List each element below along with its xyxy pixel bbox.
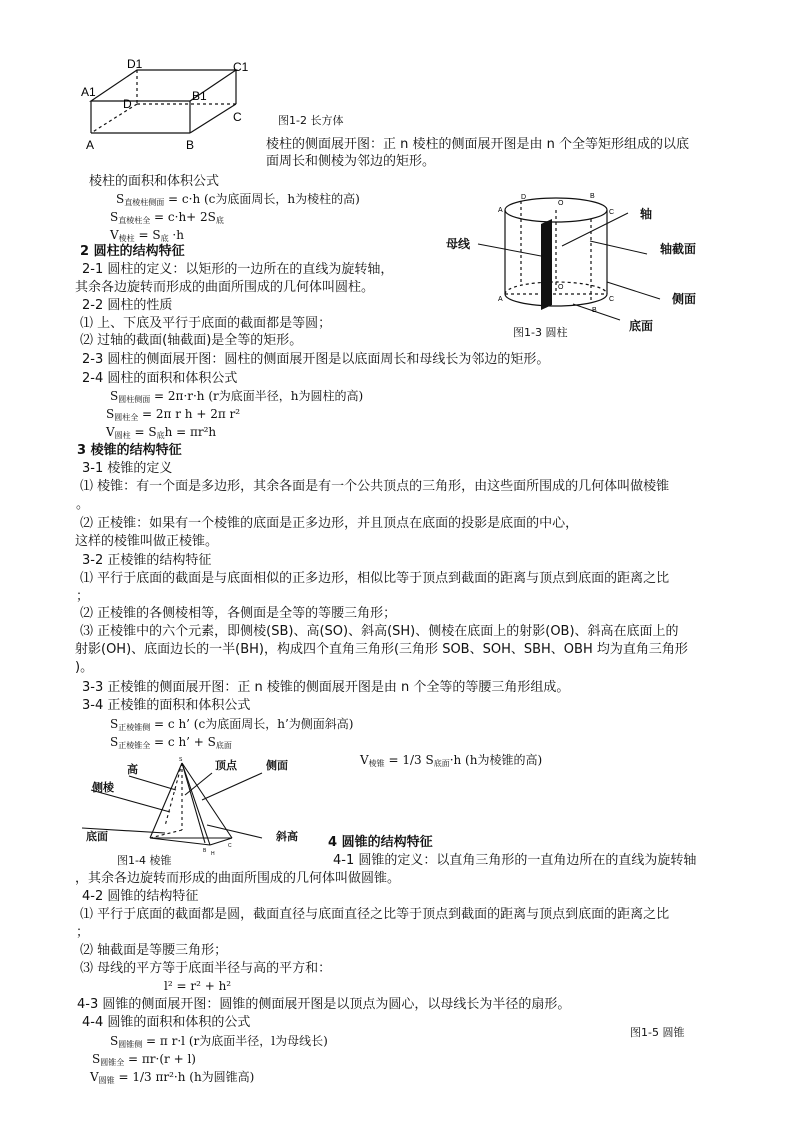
pyramid-def-2b: 这样的棱锥叫做正棱锥。 — [75, 534, 219, 549]
cone-feat-2: ⑵ 轴截面是等腰三角形； — [80, 943, 228, 958]
pyramid-def-2: ⑵ 正棱锥：如果有一个棱锥的底面是正多边形，并且顶点在底面的投影是底面的中心， — [80, 516, 579, 531]
pyramid-label-lateral: 侧面 — [266, 759, 288, 772]
cylinder-heading: 2 圆柱的结构特征 — [80, 244, 185, 259]
cylinder-prop-2: ⑵ 过轴的截面(轴截面)是全等的矩形。 — [80, 333, 303, 348]
pyramid-feat-3c: )。 — [75, 660, 94, 675]
pyramid-pt-b: B — [203, 848, 207, 854]
pyramid-label-lateral-edge: 侧棱 — [92, 781, 114, 794]
cuboid-label-d1: D1 — [127, 57, 143, 71]
prism-formula-title: 棱柱的面积和体积公式 — [89, 174, 220, 189]
cone-def-line2: ，其余各边旋转而形成的曲面所围成的几何体叫做圆锥。 — [75, 871, 401, 886]
cylinder-def-line2: 其余各边旋转而形成的曲面所围成的几何体叫圆柱。 — [75, 280, 375, 295]
cone-feat-1b: ； — [76, 925, 90, 940]
pyramid-unfold: 3-3 正棱锥的侧面展开图：正 n 棱锥的侧面展开图是由 n 个全等的等腰三角形组成。 — [82, 680, 570, 695]
cone-def-line1: 4-1 圆锥的定义：以直角三角形的一直角边所在的直线为旋转轴 — [333, 853, 697, 868]
cylinder-pt-d: D — [521, 194, 527, 201]
pyramid-label-height: 高 — [127, 763, 138, 776]
cone-feat-3: ⑶ 母线的平方等于底面半径与高的平方和： — [80, 961, 332, 976]
cylinder-formula-volume: $V_{圆柱} = S_底h = \pi r^2h$ — [106, 425, 217, 440]
figure-caption-1-5: 图1-5 圆锥 — [630, 1026, 685, 1039]
cylinder-pt-o1: O — [558, 200, 564, 207]
cylinder-label-lateral: 侧面 — [672, 292, 697, 306]
cone-formula-title: 4-4 圆锥的面积和体积的公式 — [82, 1015, 251, 1030]
cone-unfold: 4-3 圆锥的侧面展开图：圆锥的侧面展开图是以顶点为圆心，以母线长为半径的扇形。 — [77, 997, 571, 1012]
prism-unfold-line1: 棱柱的侧面展开图：正 n 棱柱的侧面展开图是由 n 个全等矩形组成的以底 — [266, 137, 690, 152]
pyramid-feat-2: ⑵ 正棱锥的各侧棱相等，各侧面是全等的等腰三角形； — [80, 606, 397, 621]
cone-formula-lateral: $S_{圆锥侧} = \pi$ r·l (r为底面半径，l为母线长) — [110, 1034, 328, 1049]
prism-formula-volume: $V_{棱柱} = S_底 \cdot h$ — [110, 228, 184, 243]
cone-formula-total: $S_{圆锥全} = \pi r\cdot(r + l)$ — [92, 1052, 196, 1067]
pyramid-formula-lateral: $S_{正棱锥侧} = c$ h’ (c为底面周长，h’为侧面斜高) — [110, 717, 354, 732]
pyramid-formula-volume: $V_{棱锥} = 1/3$ $S_{底面}\cdot h$ (h为棱锥的高) — [360, 753, 543, 768]
cylinder-formula-total: $S_{圆柱全} = 2\pi$ r h + 2π r² — [106, 407, 241, 422]
cylinder-pt-b: B — [592, 307, 597, 314]
cuboid-label-b1: B1 — [192, 89, 207, 103]
pyramid-pt-s: S — [179, 757, 183, 763]
cylinder-pt-o: O — [558, 284, 564, 291]
pyramid-label-apex: 顶点 — [215, 759, 237, 772]
pyramid-heading: 3 棱锥的结构特征 — [77, 443, 182, 458]
cylinder-prop-title: 2-2 圆柱的性质 — [82, 298, 173, 313]
prism-formula-lateral: $S_{直棱柱侧面} = c\cdot h$ (c为底面周长，h为棱柱的高) — [116, 192, 360, 207]
pyramid-feat-1: ⑴ 平行于底面的截面是与底面相似的正多边形，相似比等于顶点到截面的距离与顶点到底面的距离之比 — [80, 571, 670, 586]
figure-caption-1-2: 图1-2 长方体 — [278, 114, 344, 127]
cylinder-pt-a: A — [498, 296, 503, 303]
cylinder-formula-lateral: $S_{圆柱侧面} = 2\pi\cdot r\cdot h$ (r为底面半径，h为圆柱的高) — [110, 389, 364, 404]
pyramid-def-1b: 。 — [76, 497, 90, 512]
cylinder-def-line1: 2-1 圆柱的定义：以矩形的一边所在的直线为旋转轴， — [82, 262, 394, 277]
cone-feat-3-formula: l² = r² + h² — [164, 979, 232, 993]
cylinder-unfold: 2-3 圆柱的侧面展开图：圆柱的侧面展开图是以底面周长和母线长为邻边的矩形。 — [82, 352, 550, 367]
pyramid-pt-h: H — [211, 851, 215, 857]
cylinder-formula-title: 2-4 圆柱的面积和体积公式 — [82, 371, 238, 386]
cuboid-label-b: B — [186, 138, 195, 152]
pyramid-feat-title: 3-2 正棱锥的结构特征 — [82, 553, 212, 568]
cone-formula-volume: $V_{圆锥} = 1/3$ πr²·h (h为圆锥高) — [90, 1070, 255, 1085]
pyramid-def-title: 3-1 棱锥的定义 — [82, 461, 173, 476]
cylinder-label-axial-section: 轴截面 — [660, 242, 697, 256]
prism-unfold-line2: 面周长和侧棱为邻边的矩形。 — [266, 154, 436, 169]
prism-formula-total: $S_{直棱柱全} = c\cdot h+ 2S_底$ — [110, 210, 224, 225]
cuboid-label-c: C — [233, 110, 242, 124]
cuboid-label-a1: A1 — [81, 85, 96, 99]
figure-caption-1-3: 图1-3 圆柱 — [513, 326, 568, 339]
cuboid-label-c1: C1 — [233, 60, 249, 74]
cylinder-pt-a1: A — [498, 207, 503, 214]
cylinder-pt-c1: C — [609, 209, 615, 216]
cone-feat-title: 4-2 圆锥的结构特征 — [82, 889, 199, 904]
pyramid-formula-title: 3-4 正棱锥的面积和体积公式 — [82, 698, 251, 713]
pyramid-label-base: 底面 — [86, 830, 108, 843]
figure-caption-1-4: 图1-4 棱锥 — [117, 854, 172, 867]
cuboid-label-a: A — [86, 138, 95, 152]
pyramid-formula-total: $S_{正棱锥全} = c$ h’ + $S_{底面}$ — [110, 735, 232, 750]
cuboid-label-d: D — [123, 97, 132, 111]
cone-heading: 4 圆锥的结构特征 — [328, 835, 433, 850]
cylinder-pt-b1: B — [590, 193, 595, 200]
pyramid-pt-c: C — [228, 843, 232, 849]
pyramid-feat-3a: ⑶ 正棱锥中的六个元素，即侧棱(SB)、高(SO)、斜高(SH)、侧棱在底面上的射影(OB)、斜高在底面上的 — [80, 624, 679, 639]
cylinder-pt-c: C — [609, 296, 615, 303]
pyramid-def-1: ⑴ 棱锥：有一个面是多边形，其余各面是有一个公共顶点的三角形，由这些面所围成的几何体叫做棱锥 — [80, 479, 670, 494]
pyramid-feat-3b: 射影(OH)、底面边长的一半(BH)，构成四个直角三角形(三角形 SOB、SOH、SBH、OBH 均为直角三角形 — [75, 642, 688, 657]
pyramid-label-slant: 斜高 — [276, 830, 298, 843]
pyramid-feat-1b: ； — [76, 589, 90, 604]
cone-feat-1: ⑴ 平行于底面的截面都是圆，截面直径与底面直径之比等于顶点到截面的距离与顶点到底面的距离之比 — [80, 907, 670, 922]
cylinder-label-axis: 轴 — [640, 207, 653, 221]
cylinder-label-generatrix: 母线 — [446, 237, 471, 251]
cylinder-label-base: 底面 — [629, 319, 654, 333]
cylinder-prop-1: ⑴ 上、下底及平行于底面的截面都是等圆； — [80, 316, 332, 331]
